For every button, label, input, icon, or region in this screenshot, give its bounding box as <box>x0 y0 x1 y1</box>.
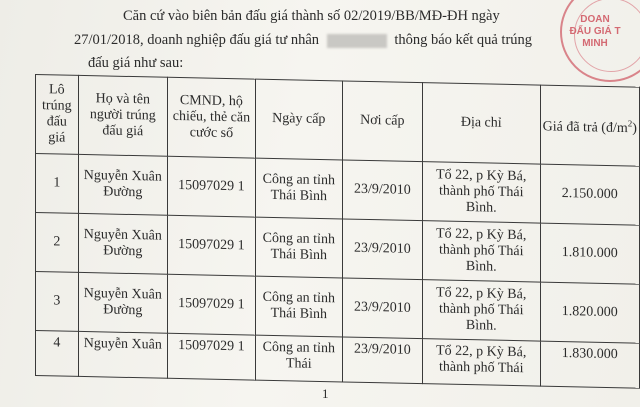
red-seal-stamp <box>560 0 640 82</box>
header-name: Họ và tên người trúng đấu giá <box>78 75 167 156</box>
cell-price: 1.810.000 <box>540 223 639 284</box>
cell-lot: 1 <box>36 154 79 214</box>
cell-address: Tổ 22, p Kỳ Bá, thành phố Thái Bình. <box>422 280 540 341</box>
cell-lot: 2 <box>36 213 79 273</box>
cell-date: 23/9/2010 <box>342 219 422 280</box>
cell-place: Công an tỉnh Thái <box>255 335 342 382</box>
cell-id: 15097029 1 <box>167 156 255 217</box>
intro-line-2-end: thông báo kết quả trúng <box>394 32 533 48</box>
cell-price: 2.150.000 <box>540 164 639 225</box>
redacted-name-blur <box>327 34 387 48</box>
intro-line-3: đấu giá như sau: <box>88 55 184 71</box>
cell-place: Công an tỉnh Thái Bình <box>255 158 342 219</box>
header-id: CMND, hộ chiếu, thẻ căn cước số <box>167 77 255 158</box>
cell-place: Công an tỉnh Thái Bình <box>255 276 342 337</box>
cell-id: 15097029 1 <box>167 274 255 335</box>
seal-text-1: DOAN <box>580 14 610 25</box>
cell-price: 1.820.000 <box>540 282 639 343</box>
header-price-close: ) <box>632 121 637 137</box>
header-lot: Lô trúng đấu giá <box>36 75 79 155</box>
cell-name: Nguyễn Xuân <box>78 331 167 378</box>
header-price-sup: 2 <box>627 118 633 129</box>
cell-price: 1.830.000 <box>540 341 639 388</box>
header-price-text: Giá đã trả (đ/m <box>542 119 628 137</box>
cell-address: Tổ 22, p Kỳ Bá, thành phố Thái <box>422 339 540 386</box>
intro-line-2-start: 27/01/2018, doanh nghiệp đấu giá tư nhân <box>74 32 320 48</box>
cell-id: 15097029 1 <box>167 333 255 380</box>
cell-lot: 3 <box>36 272 79 332</box>
header-price <box>540 85 639 166</box>
cell-place: Công an tỉnh Thái Bình <box>255 217 342 278</box>
cell-date: 23/9/2010 <box>342 160 422 221</box>
auction-results-table <box>35 74 640 389</box>
cell-date: 23/9/2010 <box>342 278 422 339</box>
intro-line-1: Căn cứ vào biên bản đấu giá thành số 02/2019/BB/MĐ-ĐH ngày <box>123 8 500 24</box>
cell-name: Nguyễn Xuân Đường <box>78 213 167 274</box>
cell-date: 23/9/2010 <box>342 337 422 384</box>
cell-address: Tổ 22, p Kỳ Bá, thành phố Thái Bình. <box>422 221 540 282</box>
page-number: 1 <box>322 386 329 401</box>
header-issue-date: Ngày cấp <box>255 79 342 160</box>
header-issue-place: Nơi cấp <box>342 81 422 162</box>
seal-text-2: ĐẤU GIÁ T <box>569 26 621 37</box>
cell-address: Tổ 22, p Kỳ Bá, thành phố Thái Bình. <box>422 162 540 223</box>
cell-name: Nguyễn Xuân Đường <box>78 154 167 215</box>
cell-id: 15097029 1 <box>167 215 255 276</box>
intro-line-2 <box>74 32 532 49</box>
header-address: Địa chỉ <box>422 83 540 164</box>
seal-text-3: MINH <box>582 38 608 49</box>
cell-lot: 4 <box>36 331 79 377</box>
table-header-row <box>36 75 640 167</box>
cell-name: Nguyễn Xuân Đường <box>78 272 167 333</box>
